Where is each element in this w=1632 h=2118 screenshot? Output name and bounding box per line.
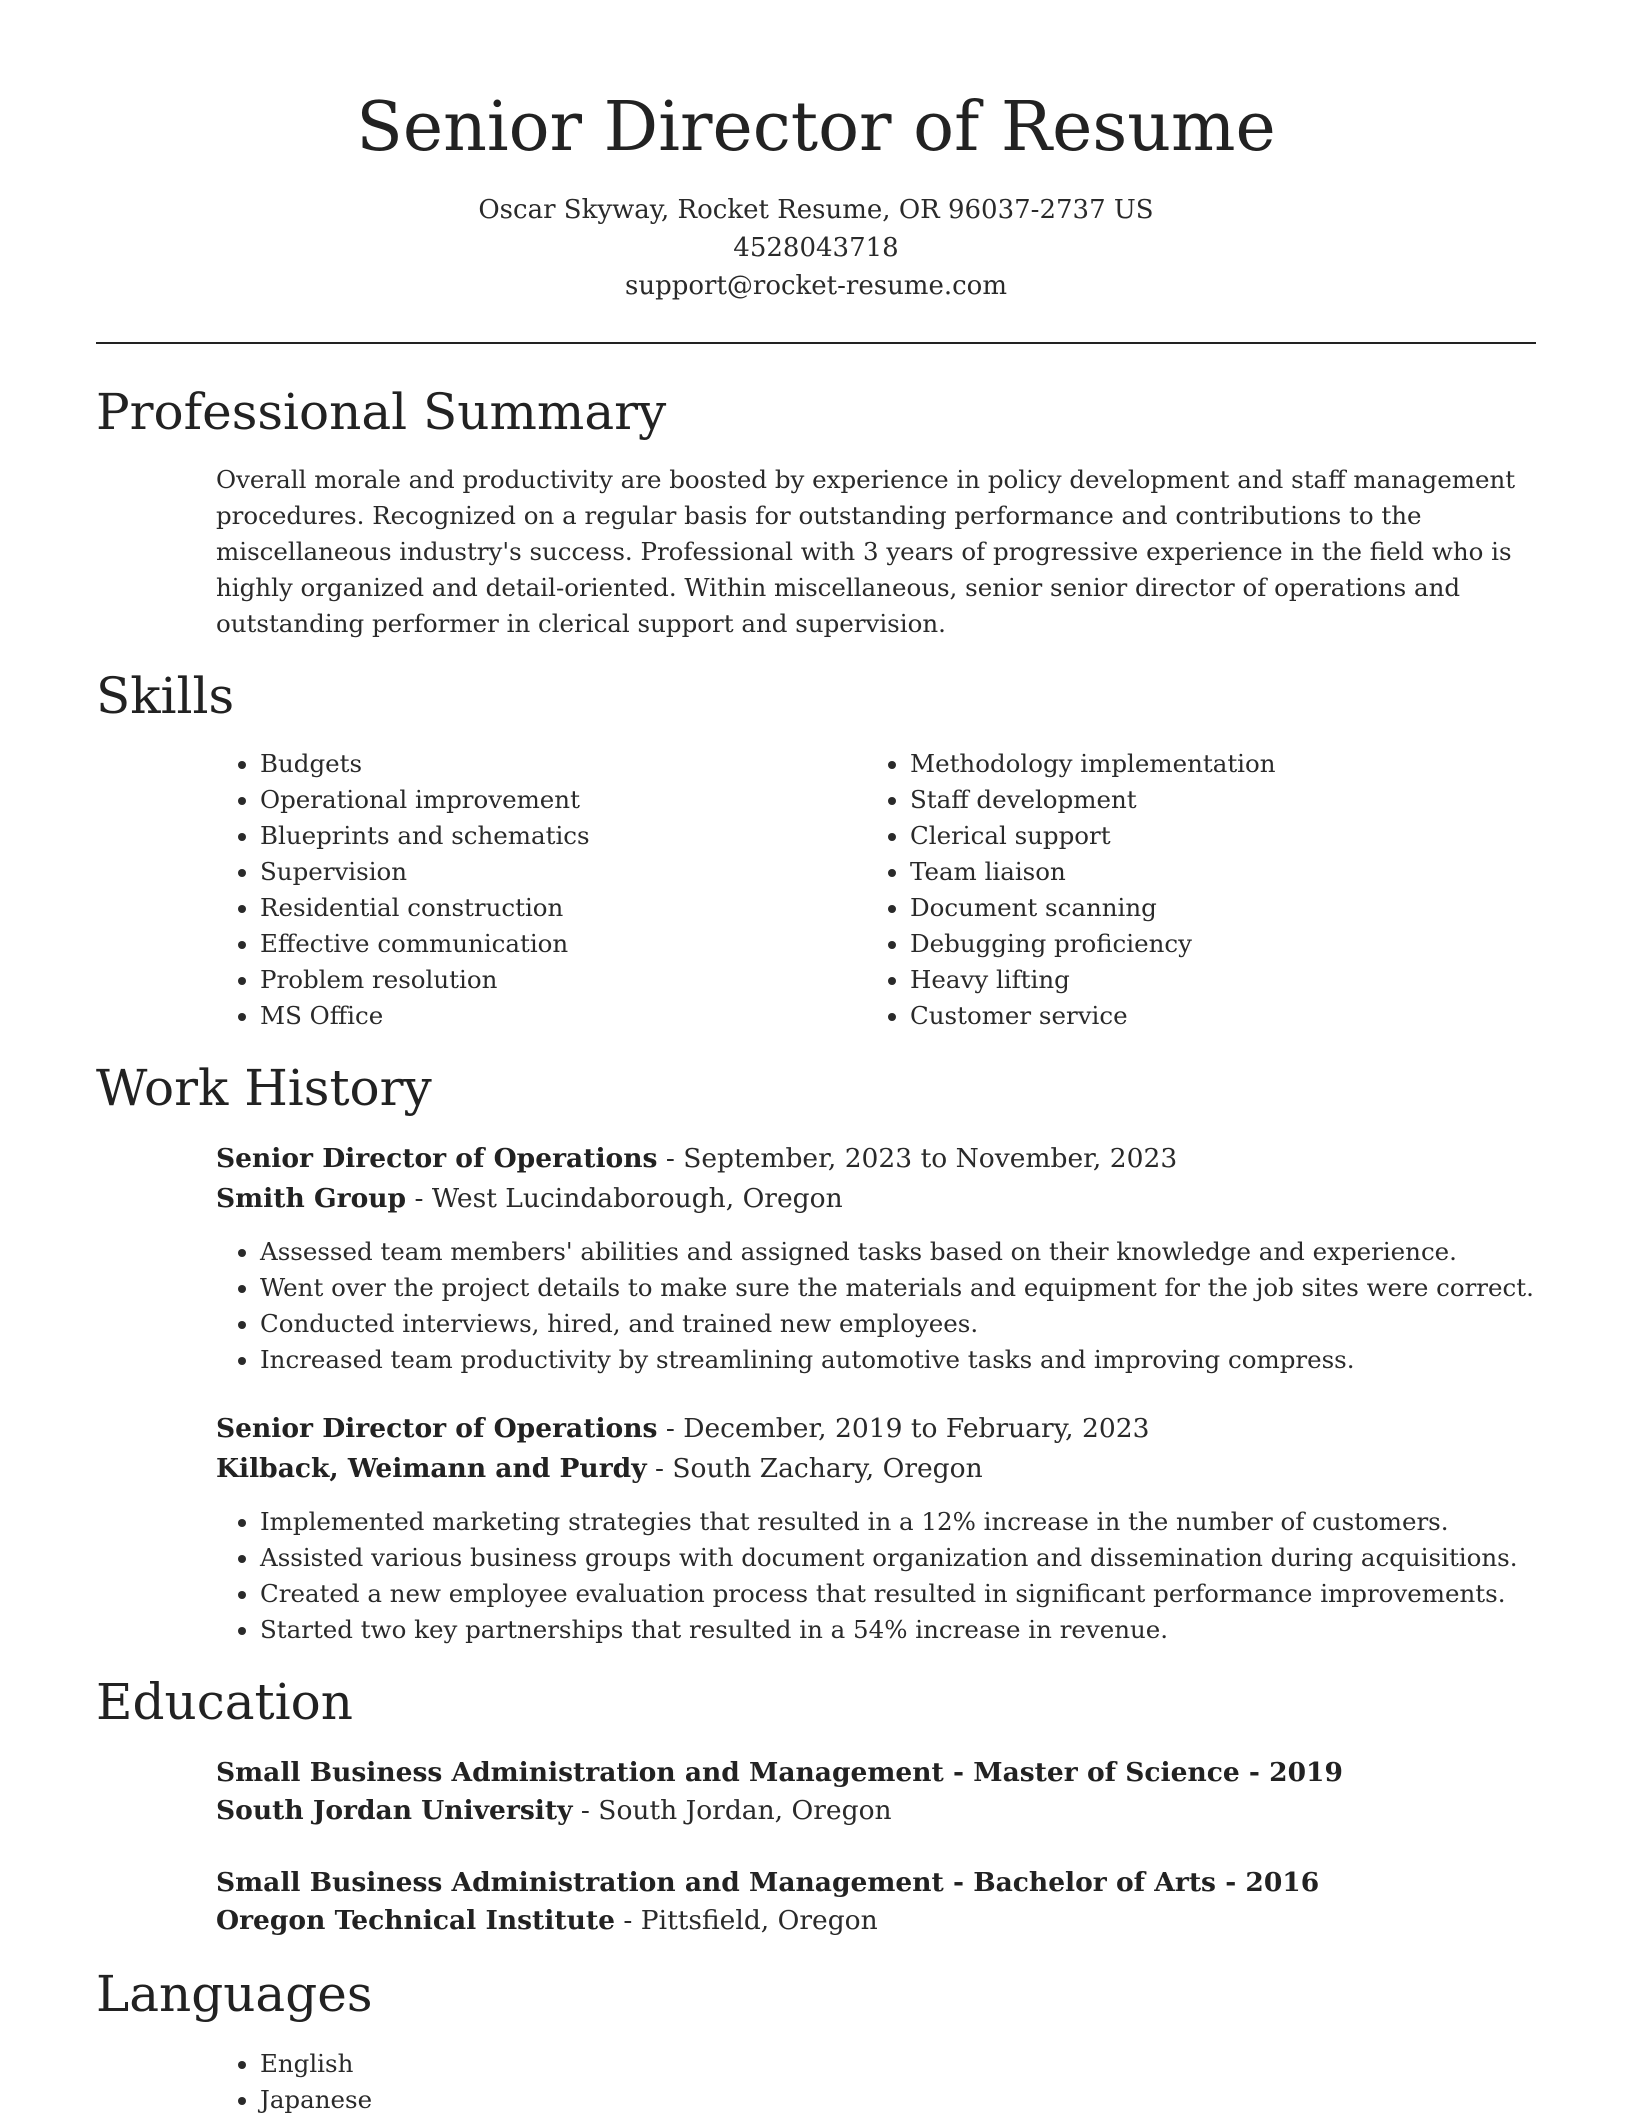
job-company: Kilback, Weimann and Purdy xyxy=(216,1453,647,1484)
job-company-line xyxy=(216,1179,843,1219)
list-item: • Assessed team members' abilities and assigned tasks based on their knowledge and experience. xyxy=(260,1234,1580,1270)
list-item: • Clerical support xyxy=(910,818,1510,854)
list-item: • Increased team productivity by streamlining automotive tasks and improving compress. xyxy=(260,1342,1580,1378)
list-item: • Debugging proficiency xyxy=(910,926,1510,962)
work-heading: Work History xyxy=(96,1059,432,1117)
skills-list-left xyxy=(216,746,860,1034)
list-item: • Document scanning xyxy=(910,890,1510,926)
list-item: • English xyxy=(260,2046,860,2082)
job-location: - South Zachary, Oregon xyxy=(646,1453,983,1484)
list-item: • Supervision xyxy=(260,854,860,890)
school-line xyxy=(216,1791,892,1831)
job-title-line xyxy=(216,1139,1177,1179)
degree-line xyxy=(216,1863,1319,1903)
list-item: • Heavy lifting xyxy=(910,962,1510,998)
skills-heading: Skills xyxy=(96,667,235,725)
degree-line xyxy=(216,1753,1343,1793)
list-item: • Staff development xyxy=(910,782,1510,818)
list-item: • Operational improvement xyxy=(260,782,860,818)
summary-heading: Professional Summary xyxy=(96,383,667,441)
contact-email: support@rocket-resume.com xyxy=(624,271,1007,301)
list-item: • MS Office xyxy=(260,998,860,1034)
job-company-line xyxy=(216,1449,983,1489)
list-item: • Started two key partnerships that resulted in a 54% increase in revenue. xyxy=(260,1612,1580,1648)
list-item: • Residential construction xyxy=(260,890,860,926)
school-location: - Pittsfield, Oregon xyxy=(614,1905,878,1936)
job-title: Senior Director of Operations xyxy=(216,1413,658,1444)
list-item: • Assisted various business groups with document organization and dissemination during acquisitions. xyxy=(260,1540,1580,1576)
degree-text: Small Business Administration and Management - Master of Science - 2019 xyxy=(216,1757,1343,1788)
list-item: • Implemented marketing strategies that resulted in a 12% increase in the number of customers. xyxy=(260,1504,1580,1540)
list-item: • Conducted interviews, hired, and trained new employees. xyxy=(260,1306,1580,1342)
school-name: South Jordan University xyxy=(216,1795,573,1826)
contact-address: Oscar Skyway, Rocket Resume, OR 96037-2737 US xyxy=(478,195,1154,225)
list-item: • Went over the project details to make sure the materials and equipment for the job sites were correct. xyxy=(260,1270,1580,1306)
job-title-line xyxy=(216,1409,1149,1449)
list-item: • Problem resolution xyxy=(260,962,860,998)
list-item: • Japanese xyxy=(260,2082,860,2118)
job-dates: - September, 2023 to November, 2023 xyxy=(657,1143,1178,1174)
languages-list xyxy=(216,2046,860,2118)
summary-text: Overall morale and productivity are boosted by experience in policy development and staff management procedures. Recognized on a regular basis for outstanding performance and contributions to the miscellaneous industry's success. Professional with 3 years of progressive experience in the field who is highly organized and detail-oriented. Within miscellaneous, senior senior director of operations and outstanding performer in clerical support and supervision. xyxy=(216,465,1516,638)
contact-block xyxy=(0,191,1632,305)
job-company: Smith Group xyxy=(216,1183,407,1214)
resume-name: Senior Director of Resume xyxy=(356,88,1276,167)
list-item: • Blueprints and schematics xyxy=(260,818,860,854)
header-divider xyxy=(96,342,1536,344)
school-line xyxy=(216,1901,878,1941)
contact-phone: 4528043718 xyxy=(733,233,899,263)
list-item: • Created a new employee evaluation process that resulted in significant performance improvements. xyxy=(260,1576,1580,1612)
list-item: • Customer service xyxy=(910,998,1510,1034)
list-item: • Methodology implementation xyxy=(910,746,1510,782)
languages-heading: Languages xyxy=(96,1965,373,2023)
school-name: Oregon Technical Institute xyxy=(216,1905,615,1936)
job-bullets xyxy=(216,1504,1580,1648)
job-title: Senior Director of Operations xyxy=(216,1143,658,1174)
job-location: - West Lucindaborough, Oregon xyxy=(406,1183,843,1214)
job-bullets xyxy=(216,1234,1580,1378)
list-item: • Effective communication xyxy=(260,926,860,962)
list-item: • Team liaison xyxy=(910,854,1510,890)
skills-list-right xyxy=(866,746,1510,1034)
list-item: • Budgets xyxy=(260,746,860,782)
school-location: - South Jordan, Oregon xyxy=(572,1795,892,1826)
education-heading: Education xyxy=(96,1673,353,1731)
job-dates: - December, 2019 to February, 2023 xyxy=(657,1413,1150,1444)
degree-text: Small Business Administration and Management - Bachelor of Arts - 2016 xyxy=(216,1867,1320,1898)
